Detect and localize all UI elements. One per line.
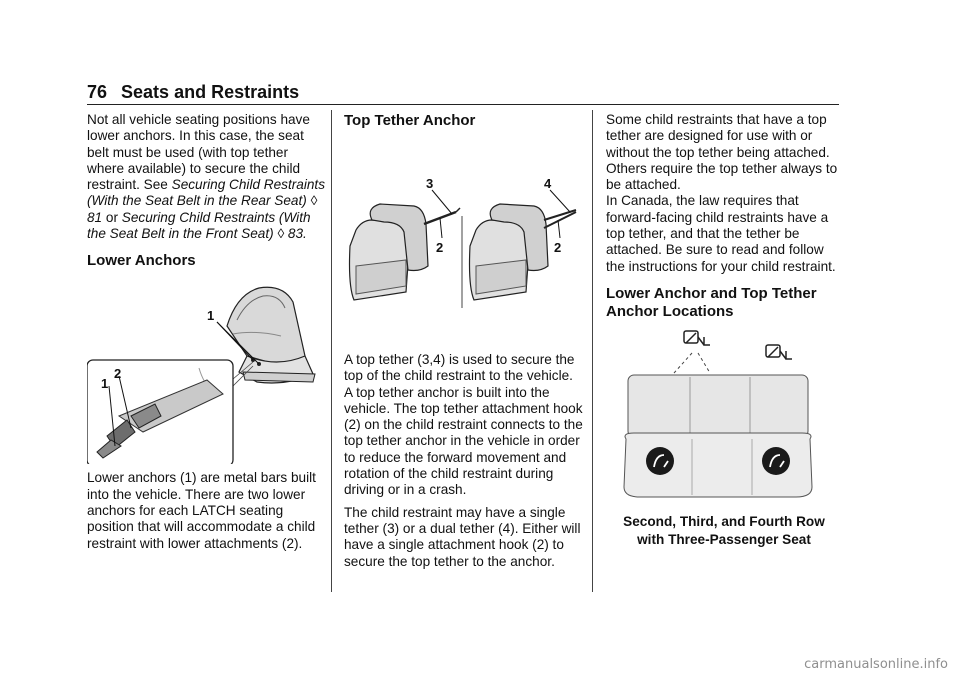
lower-anchors-paragraph: Lower anchors (1) are metal bars built into the vehicle. There are two lower anchors for each LATCH seating position that will accommodate a child restraint with lower attachments (2). — [87, 470, 316, 551]
figure-label-4: 4 — [544, 176, 552, 191]
watermark: carmanualsonline.info — [804, 657, 948, 672]
link-front-seat[interactable]: Securing Child Restraints (With the Seat Belt in the Front Seat) — [87, 209, 311, 242]
figure-label-2-right: 2 — [554, 240, 562, 255]
top-tether-anchor-icon — [684, 331, 710, 345]
column-3 — [606, 112, 842, 549]
intro-text: Not all vehicle seating positions have lower anchors. In this case, the seat belt must be used (with top tether where available) to secure the child restraint. See — [87, 112, 310, 193]
top-tether-paragraph-1: A top tether (3,4) is used to secure the top of the child restraint to the vehicle. A top tether anchor is built into the vehicle. The top tether attachment hook (2) on the child restraint connects to the top tether anchor in the vehicle in order to reduce the forward movement and rotation of the child restraint during driving or in a crash. — [344, 352, 583, 498]
top-tether-anchor-icon — [766, 345, 792, 359]
anchor-locations-illustration — [606, 327, 838, 507]
caption-line-2: with Three-Passenger Seat — [637, 531, 811, 547]
section-title: Seats and Restraints — [121, 82, 300, 102]
figure-label-1-top: 1 — [207, 308, 215, 324]
intro-text-or: or — [105, 209, 122, 225]
header-rule — [87, 104, 839, 105]
lower-anchor-icon — [646, 447, 674, 475]
figure-label-2: 2 — [114, 366, 122, 382]
lower-anchors-illustration — [87, 276, 323, 464]
figure-label-2-left: 2 — [436, 240, 444, 255]
intro-paragraph — [87, 112, 325, 242]
lower-anchor-icon — [762, 447, 790, 475]
figure-label-3: 3 — [426, 176, 434, 191]
column-2 — [344, 112, 584, 576]
figure-label-1-inset: 1 — [101, 376, 109, 392]
top-tether-heading: Top Tether Anchor — [344, 112, 476, 129]
page-header — [87, 82, 839, 103]
page-number: 76 — [87, 82, 108, 102]
column-divider-2 — [592, 110, 593, 592]
column-divider-1 — [331, 110, 332, 592]
top-tether-illustration — [344, 136, 582, 314]
figure-caption — [606, 513, 842, 549]
column-1 — [87, 112, 325, 558]
anchor-locations-heading: Lower Anchor and Top Tether Anchor Locations — [606, 284, 817, 320]
ref-page-83[interactable]: ◊ 83. — [273, 226, 307, 242]
link-rear-seat[interactable]: Securing Child Restraints (With the Seat Belt in the Rear Seat) — [87, 177, 325, 209]
top-tether-paragraph-2: The child restraint may have a single tether (3) or a dual tether (4). Either will have a single attachment hook (2) to secure the top tether to the anchor. — [344, 504, 581, 569]
tether-usage-paragraph: Some child restraints that have a top tether are designed for use with or without the top tether being attached. Others require the top tether always to be attached. — [606, 112, 838, 193]
lower-anchors-heading: Lower Anchors — [87, 252, 196, 270]
canada-law-paragraph: In Canada, the law requires that forward-facing child restraints have a top tether, and that the tether be attached. Be sure to read and follow the instructions for your child restraint. — [606, 193, 836, 274]
ref-page-81[interactable]: ◊ 81 — [87, 193, 318, 225]
caption-line-1: Second, Third, and Fourth Row — [623, 513, 825, 529]
